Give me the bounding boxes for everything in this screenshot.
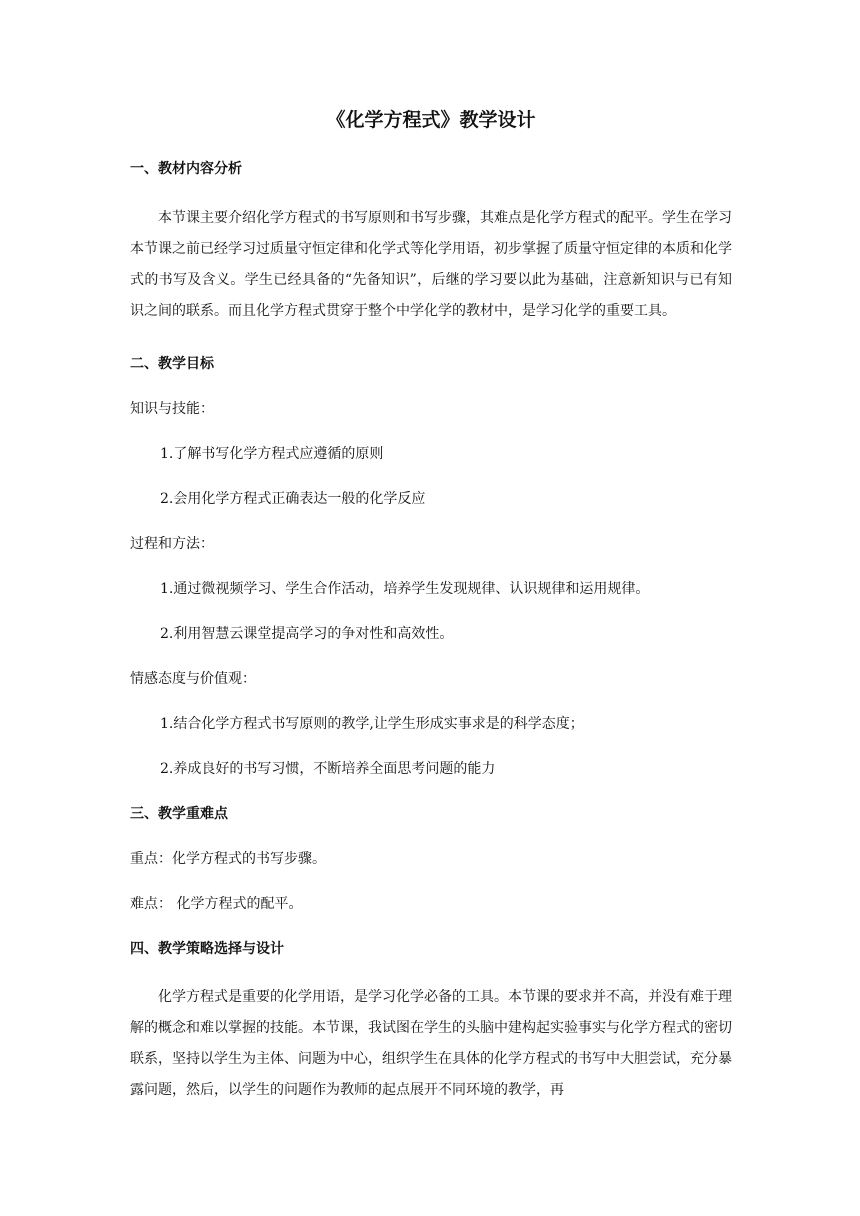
document-body	[130, 104, 732, 1106]
knowledge-item-2: 2.会用化学方程式正确表达一般的化学反应	[160, 491, 426, 507]
section-heading-key-difficult-points: 三、教学重难点	[130, 806, 228, 822]
section-heading-teaching-strategy: 四、教学策略选择与设计	[130, 941, 284, 957]
document-title: 《化学方程式》教学设计	[326, 109, 536, 131]
section-heading-content-analysis: 一、教材内容分析	[130, 161, 242, 177]
process-item-2: 2.利用智慧云课堂提高学习的争对性和高效性。	[160, 626, 454, 642]
process-methods-label: 过程和方法：	[130, 536, 214, 552]
section-heading-teaching-goals: 二、教学目标	[130, 356, 214, 372]
emotion-item-1: 1.结合化学方程式书写原则的教学,让学生形成实事求是的科学态度；	[160, 716, 584, 732]
content-analysis-paragraph: 本节课主要介绍化学方程式的书写原则和书写步骤，其难点是化学方程式的配平。学生在学习本节课之前已经学习过质量守恒定律和化学式等化学用语，初步掌握了质量守恒定律的本质和化学式的书写及含义。学生已经具备的“先备知识”，后继的学习要以此为基础，注意新知识与已有知识之间的联系。而且化学方程式贯穿于整个中学化学的教材中，是学习化学的重要工具。	[130, 210, 732, 319]
knowledge-item-1: 1.了解书写化学方程式应遵循的原则	[160, 446, 384, 462]
teaching-strategy-paragraph: 化学方程式是重要的化学用语，是学习化学必备的工具。本节课的要求并不高，并没有难于理解的概念和难以掌握的技能。本节课，我试图在学生的头脑中建构起实验事实与化学方程式的密切联系，坚持以学生为主体、问题为中心，组织学生在具体的化学方程式的书写中大胆尝试，充分暴露问题，然后，以学生的问题作为教师的起点展开不同环境的教学，再	[130, 989, 732, 1098]
difficult-point-line: 难点： 化学方程式的配平。	[130, 896, 303, 912]
process-item-1: 1.通过微视频学习、学生合作活动，培养学生发现规律、认识规律和运用规律。	[160, 581, 650, 597]
emotion-item-2: 2.养成良好的书写习惯，不断培养全面思考问题的能力	[160, 761, 496, 777]
knowledge-skills-label: 知识与技能：	[130, 401, 214, 417]
key-point-line: 重点：化学方程式的书写步骤。	[130, 851, 326, 867]
emotion-values-label: 情感态度与价值观：	[130, 671, 256, 687]
